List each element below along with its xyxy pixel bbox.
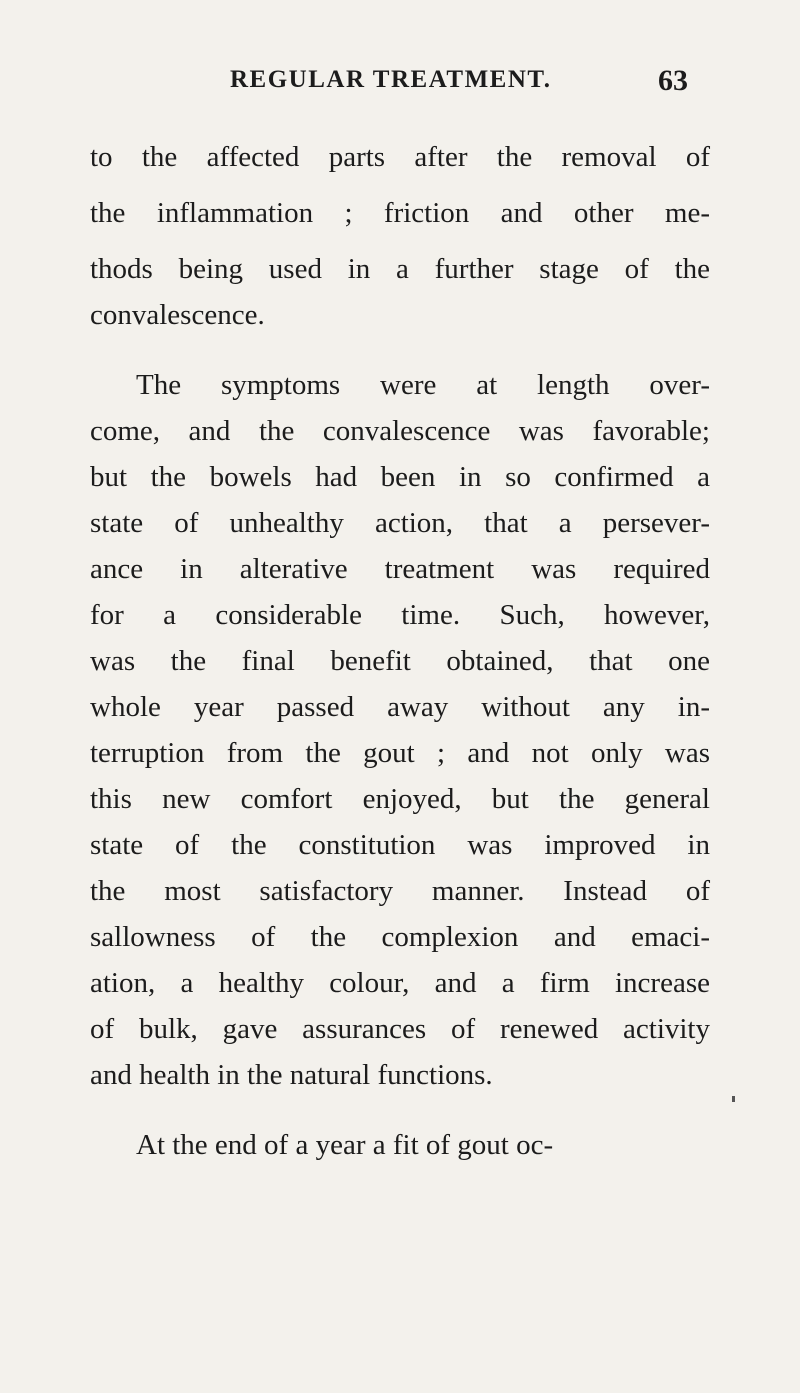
running-title: REGULAR TREATMENT. (230, 66, 552, 93)
text-line: and health in the natural functions. (90, 1059, 493, 1091)
text-line: convalescence. (90, 299, 265, 331)
text-line: ation, a healthy colour, and a firm increase (90, 967, 710, 999)
text-line: the inflammation ; friction and other me- (90, 197, 710, 229)
text-line: state of the constitution was improved in (90, 829, 710, 861)
running-head (90, 66, 710, 106)
text-line: thods being used in a further stage of the (90, 253, 710, 285)
text-line: sallowness of the complexion and emaci- (90, 921, 710, 953)
text-line: to the affected parts after the removal of (90, 141, 710, 173)
stray-ink-mark (732, 1096, 735, 1102)
text-line: the most satisfactory manner. Instead of (90, 875, 710, 907)
text-line: ance in alterative treatment was required (90, 553, 710, 585)
text-line: of bulk, gave assurances of renewed activity (90, 1013, 710, 1045)
text-line: whole year passed away without any in- (90, 691, 710, 723)
text-line: At the end of a year a fit of gout oc- (136, 1129, 554, 1161)
text-line: state of unhealthy action, that a persever- (90, 507, 710, 539)
text-line: this new comfort enjoyed, but the general (90, 783, 710, 815)
text-line: but the bowels had been in so confirmed a (90, 461, 710, 493)
text-line: The symptoms were at length over- (136, 369, 710, 401)
text-line: come, and the convalescence was favorable; (90, 415, 710, 447)
text-line: terruption from the gout ; and not only was (90, 737, 710, 769)
text-line: was the final benefit obtained, that one (90, 645, 710, 677)
page-number: 63 (658, 64, 688, 97)
text-line: for a considerable time. Such, however, (90, 599, 710, 631)
